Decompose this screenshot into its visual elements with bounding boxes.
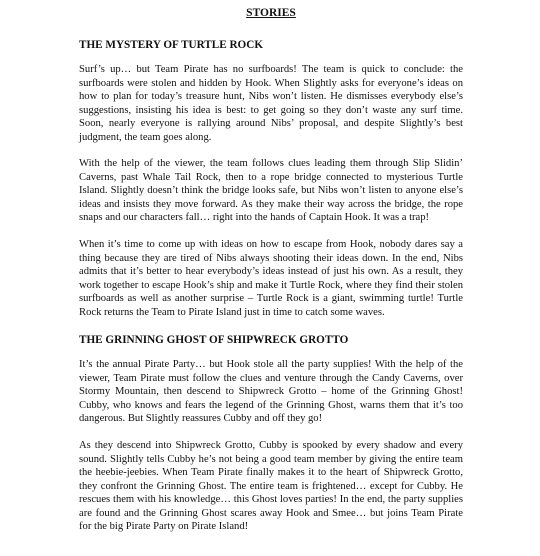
story-section-grinning-ghost — [79, 333, 463, 534]
story-paragraph: It’s the annual Pirate Party… but Hook stole all the party supplies! With the help of the viewer, Team Pirate must follow the clues and venture through the Candy Caverns, over Stormy Mountain, then descend to Shipwreck Grotto – home of the Grinning Ghost! Cubby, who knows and fears the legend of the Grinning Ghost, warns them that it’s too dangerous. But Slightly reassures Cubby and off they go! — [79, 359, 463, 425]
story-paragraph: As they descend into Shipwreck Grotto, Cubby is spooked by every shadow and every sound. Slightly tells Cubby he’s not being a good team member by giving the entire team the heebie-jeebies. When Team Pirate finally makes it to the heart of Shipwreck Grotto, they confront the Grinning Ghost. The entire team is frightened… except for Cubby. He rescues them with his knowledge… this Ghost loves parties! In the end, the party supplies are found and the Grinning Ghost scares away Hook and Smee… but joins Team Pirate for the big Pirate Party on Pirate Island! — [79, 440, 463, 533]
page-title: STORIES — [246, 7, 296, 19]
story-title: THE GRINNING GHOST OF SHIPWRECK GROTTO — [79, 334, 349, 347]
document-page — [79, 6, 463, 547]
story-paragraph: With the help of the viewer, the team follows clues leading them through Slip Slidin’ Caverns, past Whale Tail Rock, then to a rope bridge connected to mysterious Turtle Island. Slightly doesn’t think the bridge looks safe, but Nibs won’t listen to anyone else’s ideas and insists they move forward. As they make their way across the bridge, the rope snaps and our characters fall… right into the hands of Captain Hook. It was a trap! — [79, 158, 463, 224]
story-section-turtle-rock — [79, 38, 463, 319]
story-title: THE MYSTERY OF TURTLE ROCK — [79, 39, 264, 51]
story-paragraph: When it’s time to come up with ideas on how to escape from Hook, nobody dares say a thing because they are tired of Nibs always shooting their ideas down. In the end, Nibs admits that it’s better to hear everybody’s ideas instead of just his own. As a result, they work together to escape Hook’s ship and make it Turtle Rock, where they find their stolen surfboards as well as another surprise – Turtle Rock is a giant, swimming turtle! Turtle Rock returns the Team to Pirate Island just in time to catch some waves. — [79, 239, 463, 318]
story-paragraph: Surf’s up… but Team Pirate has no surfboards! The team is quick to conclude: the surfboards were stolen and hidden by Hook. When Slightly asks for everyone’s ideas on how to plan for today’s treasure hunt, Nibs won’t listen. He dismisses everybody else’s suggestions, insisting his idea is best: to get going so they don’t waste any surf time. Soon, nearly everyone is rallying around Nibs’ proposal, and despite Slightly’s best judgment, the team goes along. — [79, 64, 463, 143]
